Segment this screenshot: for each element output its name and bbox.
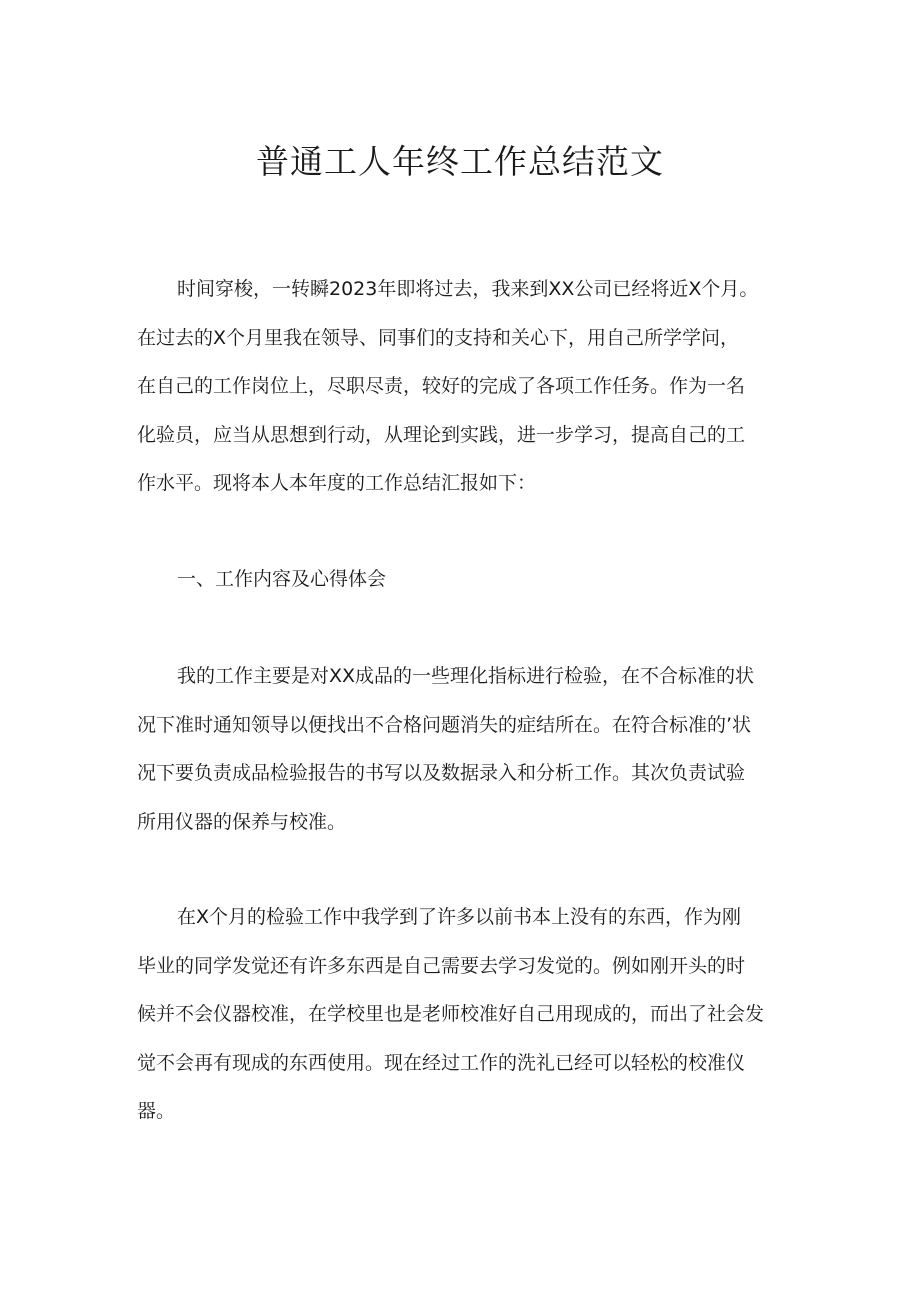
work-content-paragraph [137, 652, 795, 846]
intro-paragraph [137, 265, 795, 508]
paragraph-line: 作水平。现将本人本年度的工作总结汇报如下： [137, 472, 537, 494]
paragraph-line: 我的工作主要是对XX成品的一些理化指标进行检验，在不合标准的状 [177, 665, 755, 687]
paragraph-line: 时间穿梭，一转瞬2023年即将过去，我来到XX公司已经将近X个月。 [177, 278, 759, 300]
document-title: 普通工人年终工作总结范文 [256, 142, 664, 181]
paragraph-line: 况下要负责成品检验报告的书写以及数据录入和分析工作。其次负责试验 [137, 762, 746, 784]
paragraph-line: 器。 [137, 1100, 176, 1122]
paragraph-line: 在过去的X个月里我在领导、同事们的支持和关心下，用自己所学学问， [137, 326, 740, 349]
paragraph-line: 所用仪器的保养与校准。 [137, 810, 347, 833]
paragraph-line: 在自己的工作岗位上，尽职尽责，较好的完成了各项工作任务。作为一名 [137, 375, 746, 397]
paragraph-line: 化验员，应当从思想到行动，从理论到实践，进一步学习，提高自己的工 [137, 423, 746, 446]
learning-paragraph [137, 893, 795, 1136]
paragraph-line: 在X个月的检验工作中我学到了许多以前书本上没有的东西，作为刚 [177, 906, 742, 928]
paragraph-line: 况下准时通知领导以便找出不合格问题消失的症结所在。在符合标准的’状 [137, 713, 752, 736]
paragraph-line: 候并不会仪器校准，在学校里也是老师校准好自己用现成的，而出了社会发 [137, 1003, 765, 1025]
paragraph-line: 觉不会再有现成的东西使用。现在经过工作的洗礼已经可以轻松的校准仪 [137, 1051, 746, 1074]
section-heading: 一、工作内容及心得体会 [177, 568, 387, 590]
paragraph-line: 毕业的同学发觉还有许多东西是自己需要去学习发觉的。例如刚开头的时 [137, 954, 746, 977]
